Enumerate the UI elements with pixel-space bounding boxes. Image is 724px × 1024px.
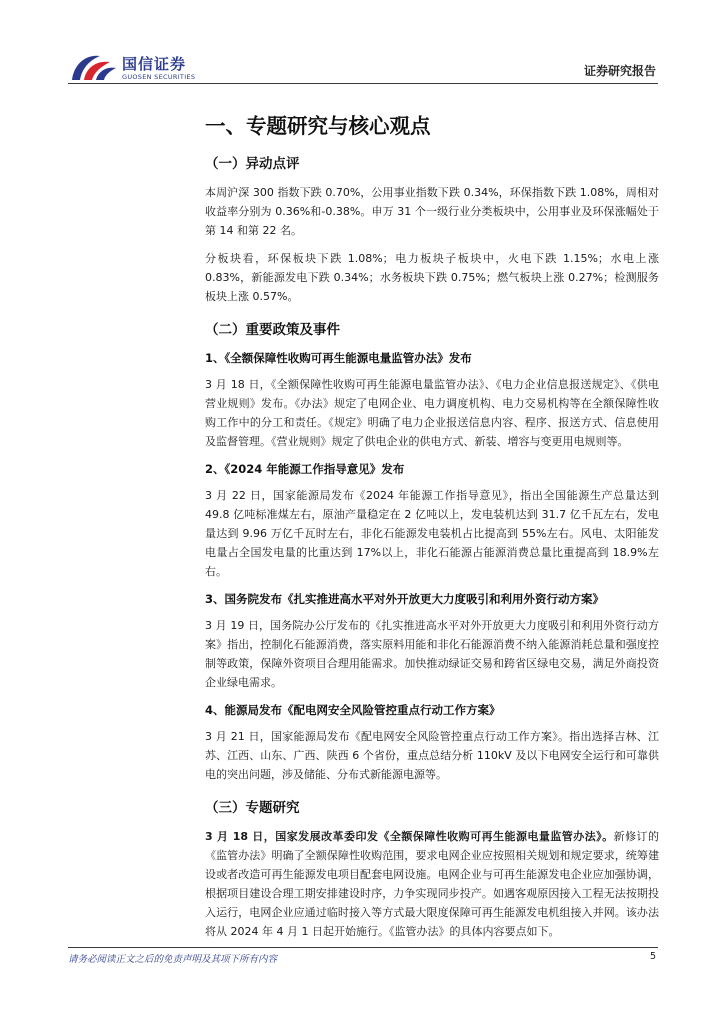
logo-text-en: GUOSEN SECURITIES [122,73,196,81]
subsection-title-anomaly: （一）异动点评 [205,156,300,172]
company-logo [68,50,208,90]
paragraph: 分板块看，环保板块下跌 1.08%；电力板块子板块中，火电下跌 1.15%；水电上涨 0.83%，新能源发电下跌 0.34%；水务板块下跌 0.75%；燃气板块上涨 0.27%；检测服务板块上涨 0.57%。 [205,252,659,303]
report-body [205,112,659,950]
header-divider [68,83,658,84]
policy-item-title: 1、《全额保障性收购可再生能源电量监管办法》发布 [205,351,472,365]
policy-item-text: 3 月 21 日，国家能源局发布《配电网安全风险管控重点行动工作方案》。指出选择吉林、江苏、江西、山东、广西、陕西 6 个省份，重点总结分析 110kV 及以下电网安全运行和可靠供电的突出问题，涉及储能、分布式新能源电源等。 [205,730,659,781]
logo-text-cn: 国信证券 [122,55,187,73]
disclaimer-text: 请务必阅读正文之后的免责声明及其项下所有内容 [68,954,278,965]
policy-item-title: 2、《2024 年能源工作指导意见》发布 [205,462,405,476]
policy-item-title: 4、能源局发布《配电网安全风险管控重点行动工作方案》 [205,703,501,717]
footer-divider [68,947,658,948]
guosen-logo-icon [68,50,120,86]
research-paragraph [205,827,659,941]
research-lead: 3 月 18 日，国家发展改革委印发《全额保障性收购可再生能源电量监管办法》。 [205,830,614,843]
page-header [0,0,724,90]
report-type-label: 证券研究报告 [583,64,656,78]
policy-item-text: 3 月 18 日，《全额保障性收购可再生能源电量监管办法》、《电力企业信息报送规定》、《供电营业规则》发布。《办法》规定了电网企业、电力调度机构、电力交易机构等在全额保障性收购工作中的分工和责任。《规定》明确了电力企业报送信息内容、程序、报送方式、信息使用及监督管理。《营业规则》规定了供电企业的供电方式、新装、增容与变更用电规则等。 [205,378,659,448]
subsection-title-research: （三）专题研究 [205,800,300,816]
section-title: 一、专题研究与核心观点 [205,114,431,138]
paragraph: 本周沪深 300 指数下跌 0.70%，公用事业指数下跌 0.34%，环保指数下跌 1.08%，周相对收益率分别为 0.36%和-0.38%。申万 31 个一级行业分类板块中，公用事业及环保涨幅处于第 14 和第 22 名。 [205,186,659,237]
policy-item-title: 3、国务院发布《扎实推进高水平对外开放更大力度吸引和利用外资行动方案》 [205,592,604,606]
research-text: 新修订的《监管办法》明确了全额保障性收购范围，要求电网企业应按照相关规划和规定要求，统筹建设或者改造可再生能源发电项目配套电网设施。电网企业与可再生能源发电企业应加强协调，根据项目建设合理工期安排建设时序，力争实现同步投产。如遇客观原因接入工程无法按期投入运行，电网企业应通过临时接入等方式最大限度保障可再生能源发电机组接入并网。该办法将从 2024 年 4 月 1 日起开始施行。《监管办法》的具体内容要点如下。 [205,830,659,938]
policy-item-text: 3 月 19 日，国务院办公厅发布的《扎实推进高水平对外开放更大力度吸引和利用外资行动方案》指出，控制化石能源消费，落实原料用能和非化石能源消费不纳入能源消耗总量和强度控制等政策，保障外资项目合理用能需求。加快推动绿证交易和跨省区绿电交易，满足外商投资企业绿电需求。 [205,619,659,689]
page-number: 5 [649,951,656,962]
subsection-title-policy: （二）重要政策及事件 [205,322,340,338]
policy-item-text: 3 月 22 日，国家能源局发布《2024 年能源工作指导意见》，指出全国能源生产总量达到 49.8 亿吨标准煤左右，原油产量稳定在 2 亿吨以上，发电装机达到 31.7 亿千瓦左右，发电量达到 9.96 万亿千瓦时左右，非化石能源发电装机占比提高到 55%左右。风电、太阳能发电量占全国发电量的比重达到 17%以上，非化石能源占能源消费总量比重提高到 18.9%左右。 [205,489,659,578]
